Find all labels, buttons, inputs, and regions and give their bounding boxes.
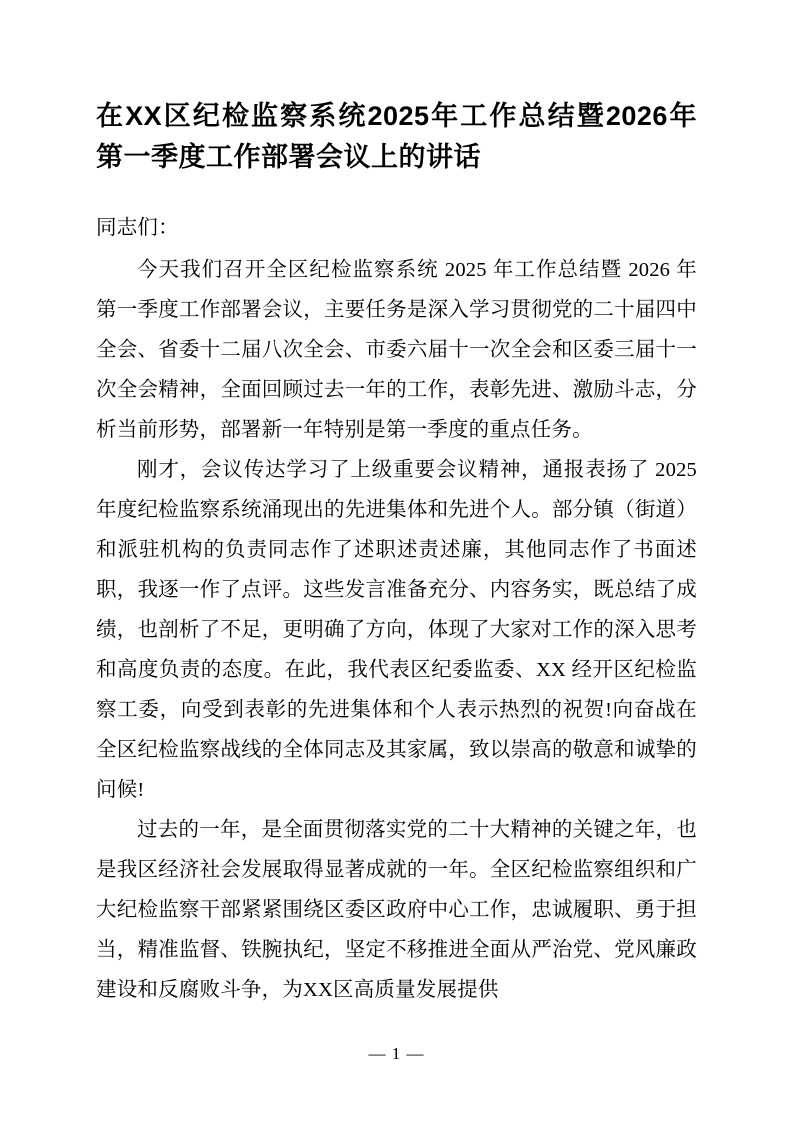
paragraph-2: 刚才，会议传达学习了上级重要会议精神，通报表扬了 2025 年度纪检监察系统涌现出的先进集体和先进个人。部分镇（街道）和派驻机构的负责同志作了述职述责述廉，其他同志作了书面述职，我逐一作了点评。这些发言准备充分、内容务实，既总结了成绩，也剖析了不足，更明确了方向，体现了大家对工作的深入思考和高度负责的态度。在此，我代表区纪委监委、XX 经开区纪检监察工委，向受到表彰的先进集体和个人表示热烈的祝贺!向奋战在全区纪检监察战线的全体同志及其家属，致以崇高的敬意和诚挚的问候! [96, 459, 697, 801]
salutation: 同志们： [96, 217, 179, 239]
page-number: — 1 — [368, 1044, 425, 1063]
paragraph-1: 今天我们召开全区纪检监察系统 2025 年工作总结暨 2026 年第一季度工作部署会议，主要任务是深入学习贯彻党的二十届四中全会、省委十二届八次全会、市委六届十一次全会和区委三届十一次全会精神，全面回顾过去一年的工作，表彰先进、激励斗志，分析当前形势，部署新一年特别是第一季度的重点任务。 [96, 259, 697, 441]
page-title: 在XX区纪检监察系统2025年工作总结暨2026年第一季度工作部署会议上的讲话 [96, 101, 697, 172]
paragraph-3: 过去的一年，是全面贯彻落实党的二十大精神的关键之年，也是我区经济社会发展取得显著成就的一年。全区纪检监察组织和广大纪检监察干部紧紧围绕区委区政府中心工作，忠诚履职、勇于担当，精准监督、铁腕执纪，坚定不移推进全面从严治党、党风廉政建设和反腐败斗争，为XX区高质量发展提供 [96, 819, 697, 1001]
